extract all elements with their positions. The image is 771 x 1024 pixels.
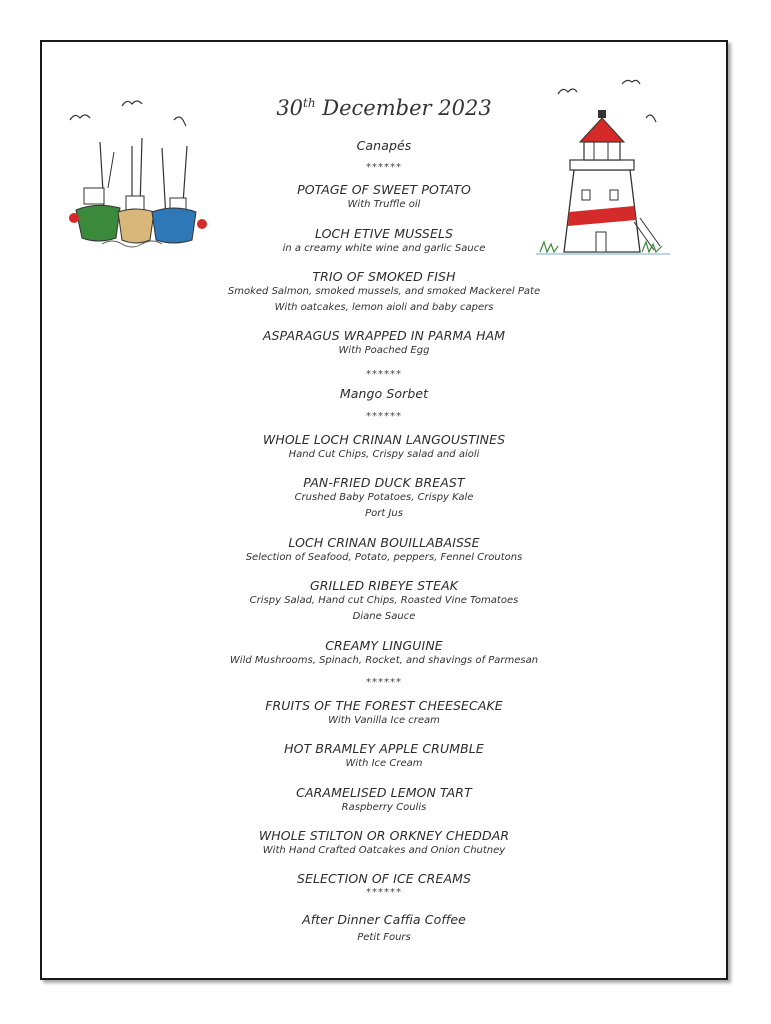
- separator: ******: [366, 162, 402, 173]
- dish-name: PAN-FRIED DUCK BREAST: [303, 475, 465, 490]
- separator: ******: [366, 887, 402, 898]
- menu-dish: [42, 698, 726, 729]
- menu-dish: [42, 269, 726, 316]
- dish-name: FRUITS OF THE FOREST CHEESECAKE: [265, 698, 503, 713]
- course-subtitle: Petit Fours: [357, 932, 411, 943]
- dish-description: in a creamy white wine and garlic Sauce: [282, 243, 486, 254]
- date-suffix: th: [303, 96, 316, 110]
- dish-name: WHOLE STILTON OR ORKNEY CHEDDAR: [258, 828, 510, 843]
- menu-date: [42, 96, 726, 120]
- menu-dish: [42, 785, 726, 816]
- dish-name: ASPARAGUS WRAPPED IN PARMA HAM: [262, 328, 506, 343]
- menu-dish: [42, 328, 726, 359]
- dish-name: SELECTION OF ICE CREAMS: [296, 871, 472, 886]
- dish-description: Wild Mushrooms, Spinach, Rocket, and shavings of Parmesan: [229, 655, 539, 666]
- dish-name: CARAMELISED LEMON TART: [296, 785, 472, 800]
- menu-dish: [42, 432, 726, 463]
- date-month-year: December 2023: [315, 96, 492, 120]
- menu-dish: [42, 535, 726, 566]
- dish-description: With Ice Cream: [345, 758, 423, 769]
- dish-description: Crushed Baby Potatoes, Crispy Kale: [294, 492, 474, 503]
- dish-description: Raspberry Coulis: [341, 802, 427, 813]
- separator: ******: [366, 369, 402, 380]
- dish-name: LOCH CRINAN BOUILLABAISSE: [288, 535, 480, 550]
- menu-dish: [42, 182, 726, 213]
- menu-dish: [42, 871, 726, 886]
- dish-description: With oatcakes, lemon aioli and baby capers: [274, 302, 494, 313]
- menu-page: [40, 40, 728, 980]
- dish-name: CREAMY LINGUINE: [325, 638, 443, 653]
- date-day: 30: [276, 96, 304, 120]
- menu-dish: [42, 475, 726, 522]
- dish-description: Selection of Seafood, Potato, peppers, Fennel Croutons: [245, 552, 523, 563]
- course-title: Mango Sorbet: [339, 386, 429, 401]
- dish-description: With Hand Crafted Oatcakes and Onion Chutney: [262, 845, 506, 856]
- menu-dish: [42, 578, 726, 625]
- dish-name: HOT BRAMLEY APPLE CRUMBLE: [284, 741, 484, 756]
- dish-description: Smoked Salmon, smoked mussels, and smoked Mackerel Pate: [227, 286, 541, 297]
- separator: ******: [366, 411, 402, 422]
- dish-name: TRIO OF SMOKED FISH: [312, 269, 456, 284]
- course-title: Canapés: [356, 138, 412, 153]
- dish-description: With Poached Egg: [338, 345, 430, 356]
- menu-dish: [42, 638, 726, 669]
- menu-dish: [42, 741, 726, 772]
- dish-name: GRILLED RIBEYE STEAK: [309, 578, 459, 593]
- menu-dish: [42, 828, 726, 859]
- dish-description: Port Jus: [365, 508, 403, 519]
- dish-name: LOCH ETIVE MUSSELS: [314, 226, 454, 241]
- dish-name: POTAGE OF SWEET POTATO: [297, 182, 471, 197]
- dish-description: With Truffle oil: [347, 199, 421, 210]
- dish-description: Diane Sauce: [352, 611, 416, 622]
- course-title: After Dinner Caffia Coffee: [302, 912, 466, 927]
- menu-dish: [42, 226, 726, 257]
- dish-name: WHOLE LOCH CRINAN LANGOUSTINES: [262, 432, 506, 447]
- dish-description: Hand Cut Chips, Crispy salad and aioli: [288, 449, 480, 460]
- separator: ******: [366, 677, 402, 688]
- dish-description: With Vanilla Ice cream: [328, 715, 440, 726]
- dish-description: Crispy Salad, Hand cut Chips, Roasted Vine Tomatoes: [249, 595, 519, 606]
